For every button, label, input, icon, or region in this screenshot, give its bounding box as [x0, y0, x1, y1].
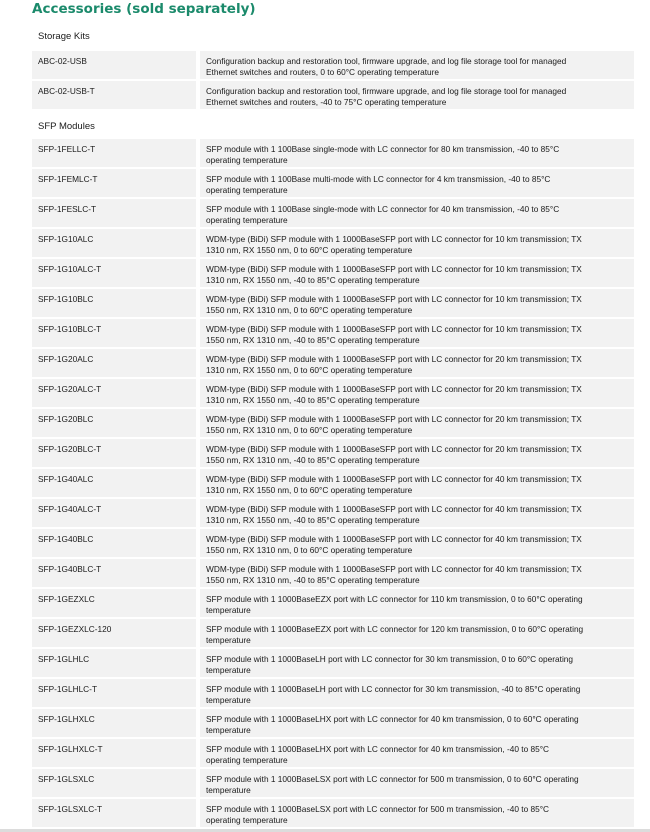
description-cell: WDM-type (BiDi) SFP module with 1 1000BaseSFP port with LC connector for 10 km transmission; TX 1550 nm, RX 1310 nm, 0 to 60°C operating temperature [200, 289, 634, 317]
table-row [32, 709, 634, 737]
table-row [32, 81, 634, 109]
description-cell: SFP module with 1 1000BaseLHX port with LC connector for 40 km transmission, 0 to 60°C operating temperature [200, 709, 634, 737]
table-row [32, 139, 634, 167]
table-row [32, 229, 634, 257]
model-cell: SFP-1G20ALC-T [32, 379, 196, 407]
table-row [32, 409, 634, 437]
description-cell: WDM-type (BiDi) SFP module with 1 1000BaseSFP port with LC connector for 10 km transmission; TX 1310 nm, RX 1550 nm, 0 to 60°C operating temperature [200, 229, 634, 257]
model-cell: SFP-1GLHXLC [32, 709, 196, 737]
table-row [32, 559, 634, 587]
model-cell: SFP-1G40BLC-T [32, 559, 196, 587]
model-cell: SFP-1G10ALC-T [32, 259, 196, 287]
model-cell: ABC-02-USB-T [32, 81, 196, 109]
table-row [32, 799, 634, 827]
section-label-storage-kits: Storage Kits [38, 31, 90, 42]
description-cell: WDM-type (BiDi) SFP module with 1 1000BaseSFP port with LC connector for 10 km transmission; TX 1550 nm, RX 1310 nm, -40 to 85°C operating temperature [200, 319, 634, 347]
table-row [32, 679, 634, 707]
table-row [32, 349, 634, 377]
table-row [32, 619, 634, 647]
table-row [32, 169, 634, 197]
model-cell: SFP-1G10BLC-T [32, 319, 196, 347]
model-cell: SFP-1FELLC-T [32, 139, 196, 167]
model-cell: SFP-1G20BLC-T [32, 439, 196, 467]
table-row [32, 649, 634, 677]
model-cell: SFP-1G20ALC [32, 349, 196, 377]
table-row [32, 469, 634, 497]
model-cell: SFP-1GLHLC-T [32, 679, 196, 707]
table-row [32, 739, 634, 767]
table-row [32, 439, 634, 467]
model-cell: SFP-1G20BLC [32, 409, 196, 437]
table-row [32, 769, 634, 797]
description-cell: Configuration backup and restoration tool, firmware upgrade, and log file storage tool for managed Ethernet switches and routers, -40 to 75°C operating temperature [200, 81, 634, 109]
description-cell: WDM-type (BiDi) SFP module with 1 1000BaseSFP port with LC connector for 20 km transmission; TX 1550 nm, RX 1310 nm, 0 to 60°C operating temperature [200, 409, 634, 437]
description-cell: WDM-type (BiDi) SFP module with 1 1000BaseSFP port with LC connector for 40 km transmission; TX 1550 nm, RX 1310 nm, -40 to 85°C operating temperature [200, 559, 634, 587]
table-row [32, 51, 634, 79]
description-cell: SFP module with 1 1000BaseEZX port with LC connector for 110 km transmission, 0 to 60°C operating temperature [200, 589, 634, 617]
description-cell: WDM-type (BiDi) SFP module with 1 1000BaseSFP port with LC connector for 40 km transmission; TX 1550 nm, RX 1310 nm, 0 to 60°C operating temperature [200, 529, 634, 557]
model-cell: SFP-1GLSXLC [32, 769, 196, 797]
model-cell: SFP-1FEMLC-T [32, 169, 196, 197]
table-row [32, 499, 634, 527]
description-cell: SFP module with 1 1000BaseLSX port with LC connector for 500 m transmission, -40 to 85°C operating temperature [200, 799, 634, 827]
model-cell: SFP-1GLHXLC-T [32, 739, 196, 767]
model-cell: ABC-02-USB [32, 51, 196, 79]
model-cell: SFP-1GEZXLC [32, 589, 196, 617]
table-row [32, 589, 634, 617]
description-cell: SFP module with 1 100Base single-mode with LC connector for 40 km transmission, -40 to 85°C operating temperature [200, 199, 634, 227]
description-cell: WDM-type (BiDi) SFP module with 1 1000BaseSFP port with LC connector for 20 km transmission; TX 1310 nm, RX 1550 nm, -40 to 85°C operating temperature [200, 379, 634, 407]
section-label-sfp-modules: SFP Modules [38, 121, 95, 132]
description-cell: WDM-type (BiDi) SFP module with 1 1000BaseSFP port with LC connector for 20 km transmission; TX 1310 nm, RX 1550 nm, 0 to 60°C operating temperature [200, 349, 634, 377]
model-cell: SFP-1FESLC-T [32, 199, 196, 227]
description-cell: SFP module with 1 1000BaseEZX port with LC connector for 120 km transmission, 0 to 60°C operating temperature [200, 619, 634, 647]
description-cell: WDM-type (BiDi) SFP module with 1 1000BaseSFP port with LC connector for 40 km transmission; TX 1310 nm, RX 1550 nm, -40 to 85°C operating temperature [200, 499, 634, 527]
table-row [32, 259, 634, 287]
model-cell: SFP-1G40ALC-T [32, 499, 196, 527]
description-cell: Configuration backup and restoration tool, firmware upgrade, and log file storage tool for managed Ethernet switches and routers, 0 to 60°C operating temperature [200, 51, 634, 79]
model-cell: SFP-1G10ALC [32, 229, 196, 257]
model-cell: SFP-1G10BLC [32, 289, 196, 317]
description-cell: WDM-type (BiDi) SFP module with 1 1000BaseSFP port with LC connector for 40 km transmission; TX 1310 nm, RX 1550 nm, 0 to 60°C operating temperature [200, 469, 634, 497]
description-cell: SFP module with 1 1000BaseLH port with LC connector for 30 km transmission, 0 to 60°C operating temperature [200, 649, 634, 677]
model-cell: SFP-1GLHLC [32, 649, 196, 677]
model-cell: SFP-1GLSXLC-T [32, 799, 196, 827]
page-title: Accessories (sold separately) [32, 1, 256, 17]
description-cell: SFP module with 1 100Base multi-mode with LC connector for 4 km transmission, -40 to 85°C operating temperature [200, 169, 634, 197]
description-cell: SFP module with 1 1000BaseLSX port with LC connector for 500 m transmission, 0 to 60°C operating temperature [200, 769, 634, 797]
table-row [32, 319, 634, 347]
table-row [32, 379, 634, 407]
table-row [32, 289, 634, 317]
table-row [32, 529, 634, 557]
description-cell: SFP module with 1 100Base single-mode with LC connector for 80 km transmission, -40 to 85°C operating temperature [200, 139, 634, 167]
table-row [32, 199, 634, 227]
model-cell: SFP-1GEZXLC-120 [32, 619, 196, 647]
description-cell: WDM-type (BiDi) SFP module with 1 1000BaseSFP port with LC connector for 20 km transmission; TX 1550 nm, RX 1310 nm, -40 to 85°C operating temperature [200, 439, 634, 467]
description-cell: WDM-type (BiDi) SFP module with 1 1000BaseSFP port with LC connector for 10 km transmission; TX 1310 nm, RX 1550 nm, -40 to 85°C operating temperature [200, 259, 634, 287]
description-cell: SFP module with 1 1000BaseLH port with LC connector for 30 km transmission, -40 to 85°C operating temperature [200, 679, 634, 707]
model-cell: SFP-1G40BLC [32, 529, 196, 557]
description-cell: SFP module with 1 1000BaseLHX port with LC connector for 40 km transmission, -40 to 85°C operating temperature [200, 739, 634, 767]
model-cell: SFP-1G40ALC [32, 469, 196, 497]
